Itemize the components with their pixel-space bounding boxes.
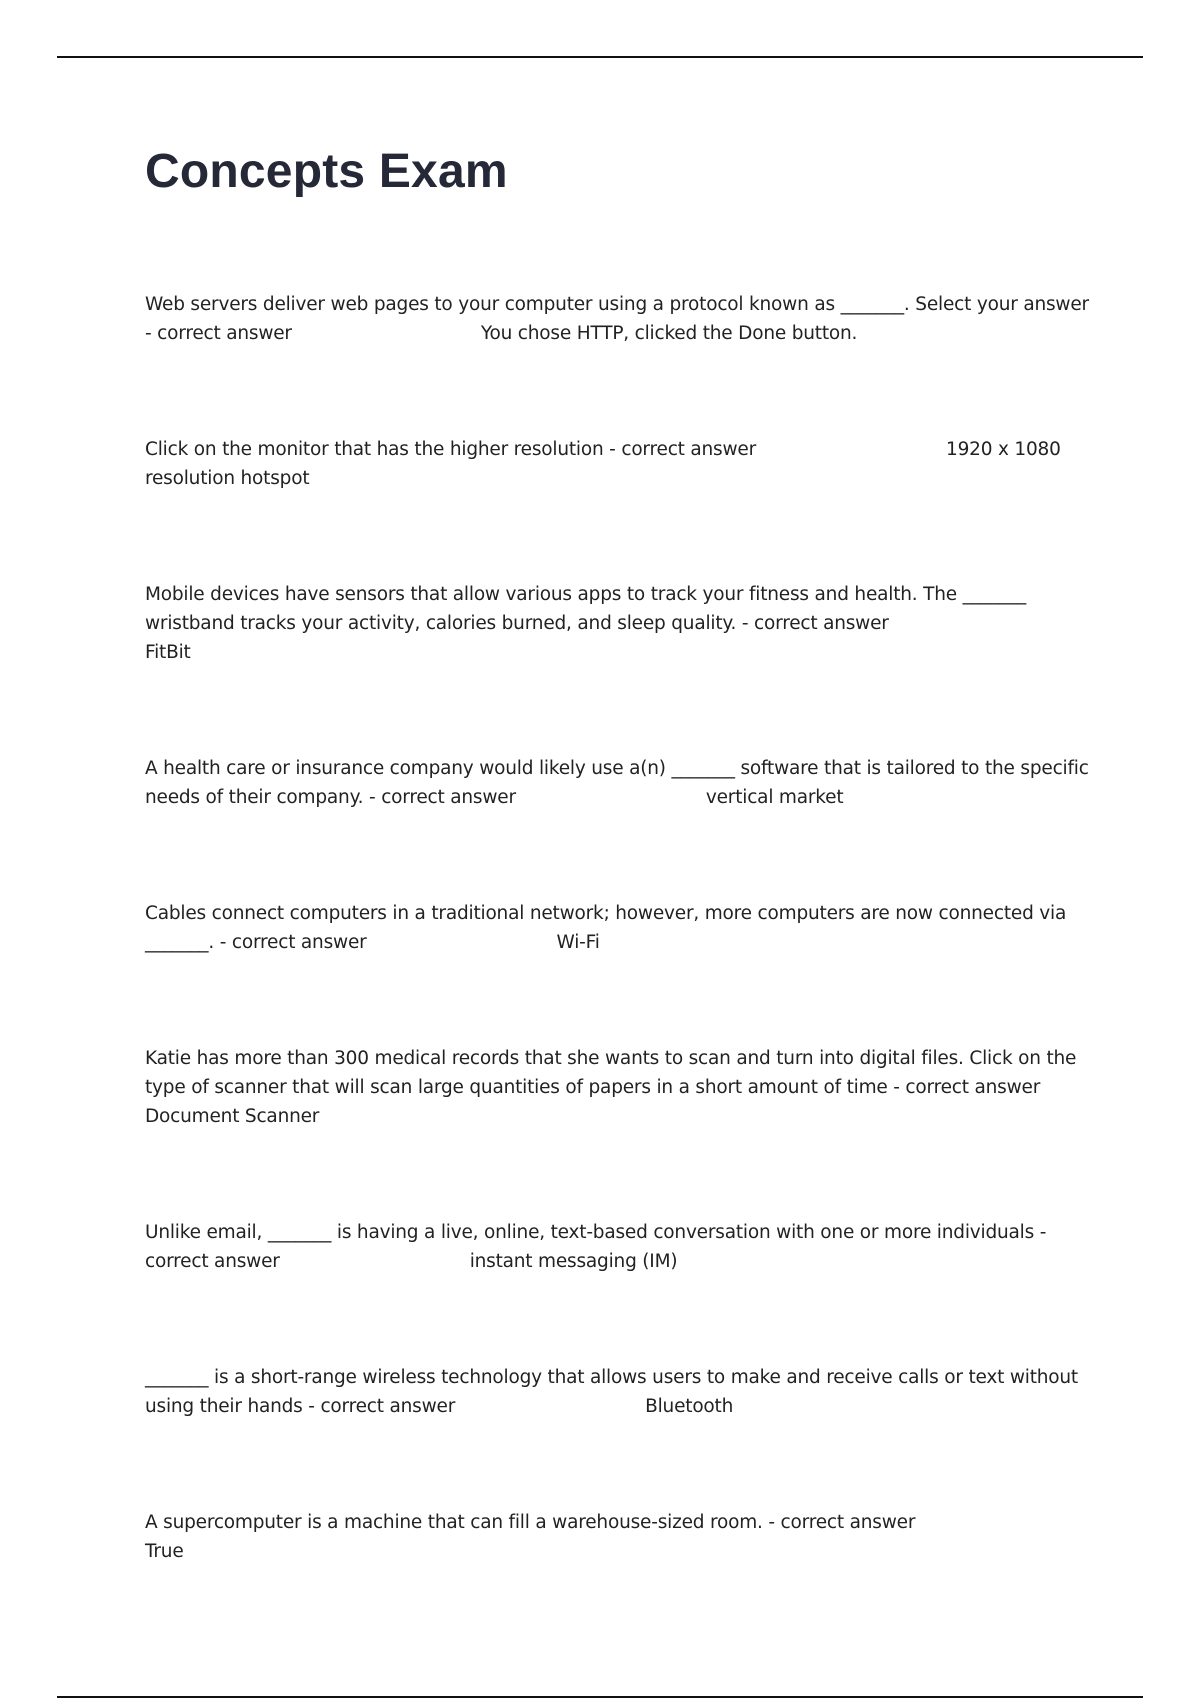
answer-text: instant messaging (IM) [469, 1251, 678, 1272]
qa-item [145, 899, 1085, 957]
question-line: wristband tracks your activity, calories burned, and sleep quality. - correct answer [145, 613, 889, 634]
qa-item [145, 1218, 1085, 1276]
answer-text: vertical market [705, 787, 844, 808]
question-line: resolution hotspot [145, 468, 310, 489]
question-line: Mobile devices have sensors that allow various apps to track your fitness and health. The _______ [145, 584, 1026, 605]
footer-rule [57, 1696, 1143, 1698]
qa-item [145, 580, 1085, 667]
qa-item [145, 754, 1089, 812]
qa-item [145, 290, 1089, 348]
answer-text: Wi-Fi [556, 932, 600, 953]
question-line: Web servers deliver web pages to your computer using a protocol known as _______. Select your answer [145, 294, 1089, 315]
answer-text: You chose HTTP, clicked the Done button. [480, 323, 858, 344]
question-line: - correct answer [145, 323, 292, 344]
question-line: A health care or insurance company would likely use a(n) _______ software that is tailored to the specific [145, 758, 1089, 779]
qa-item [145, 1044, 1085, 1131]
question-line: Unlike email, _______ is having a live, online, text-based conversation with one or more individuals - [145, 1222, 1047, 1243]
answer-text: Document Scanner [145, 1106, 320, 1127]
qa-item [145, 1508, 1085, 1566]
qa-list [145, 290, 1089, 1566]
question-line: Click on the monitor that has the higher resolution - correct answer [145, 439, 757, 460]
document-title: Concepts Exam [145, 145, 508, 198]
header-rule [57, 56, 1143, 58]
question-line: correct answer [145, 1251, 280, 1272]
answer-text: Bluetooth [645, 1396, 734, 1417]
question-line: _______ is a short-range wireless technology that allows users to make and receive calls or text without [145, 1367, 1078, 1388]
question-line: A supercomputer is a machine that can fill a warehouse-sized room. - correct answer [145, 1512, 916, 1533]
question-line: needs of their company. - correct answer [145, 787, 516, 808]
question-line: Cables connect computers in a traditional network; however, more computers are now connected via [145, 903, 1067, 924]
question-line: type of scanner that will scan large quantities of papers in a short amount of time - correct answer [145, 1077, 1041, 1098]
answer-text: 1920 x 1080 [946, 439, 1061, 460]
question-line: Katie has more than 300 medical records that she wants to scan and turn into digital files. Click on the [145, 1048, 1077, 1069]
question-line: using their hands - correct answer [145, 1396, 456, 1417]
answer-text: True [145, 1541, 184, 1562]
answer-text: FitBit [145, 642, 191, 663]
qa-item [145, 1363, 1085, 1421]
qa-item [145, 435, 1085, 493]
question-line: _______. - correct answer [145, 932, 367, 953]
